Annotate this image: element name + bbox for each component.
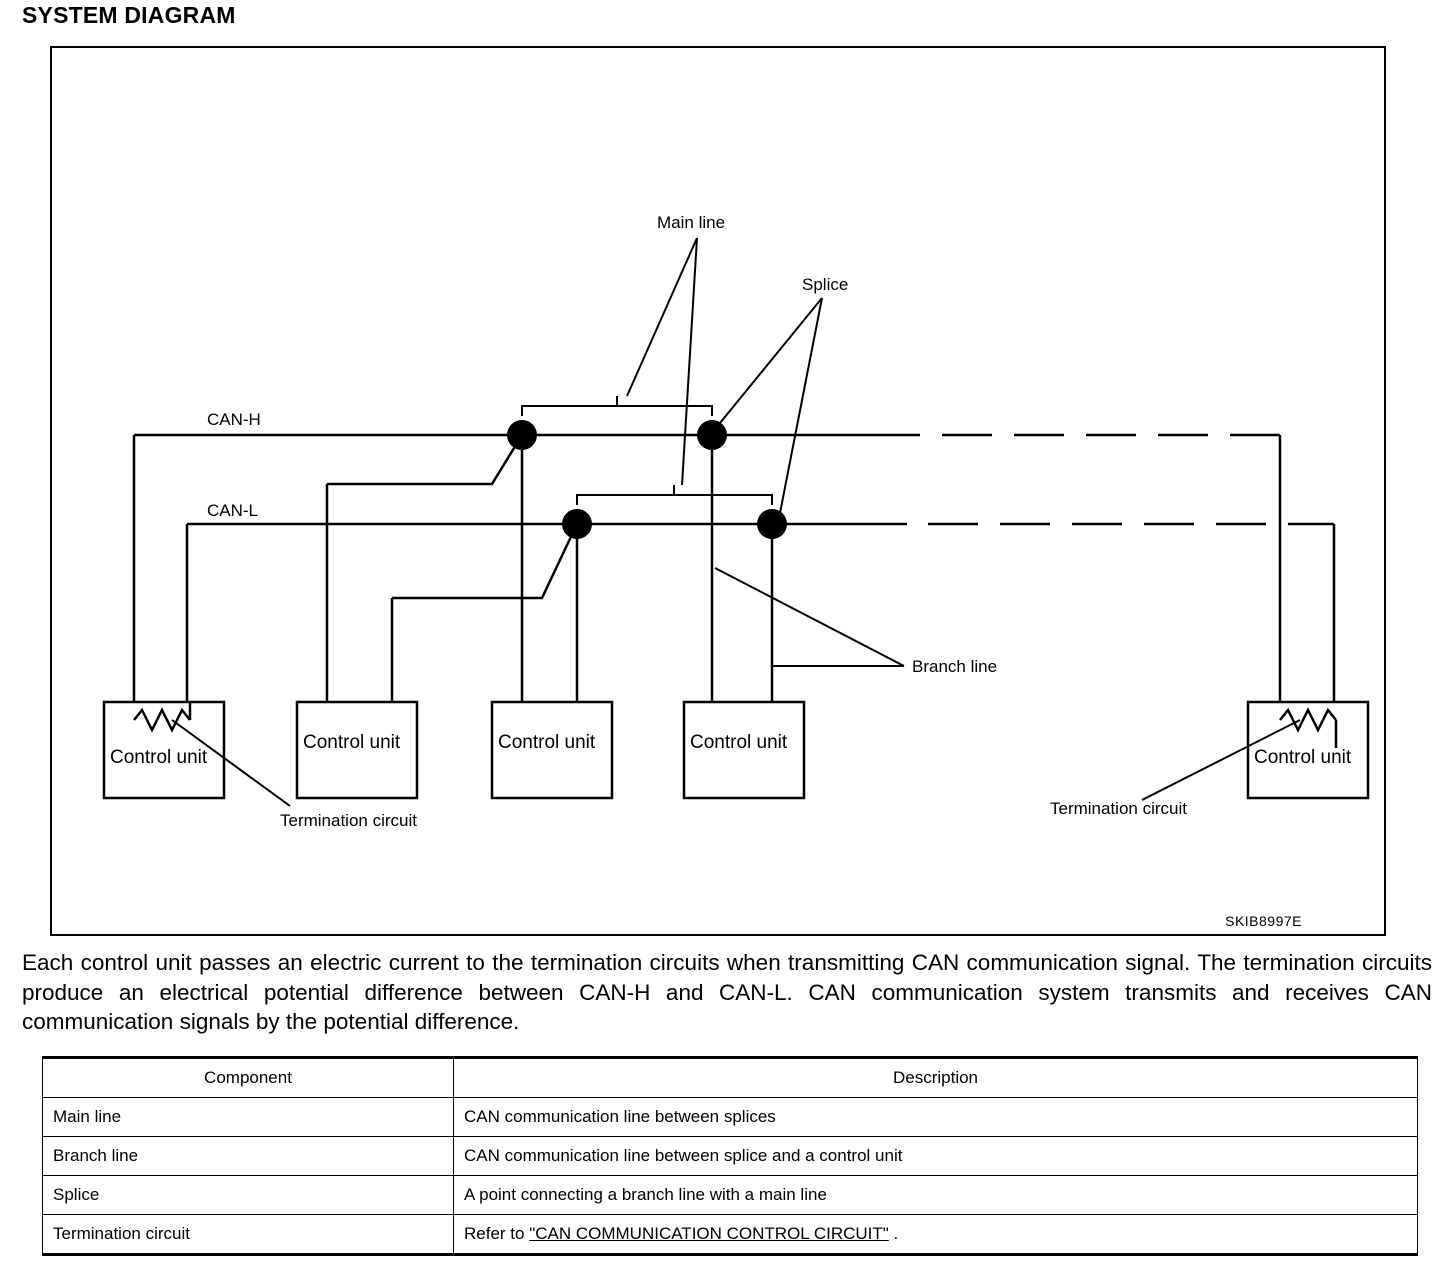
table-row: [43, 1098, 1418, 1137]
control-unit-label-2: Control unit: [303, 732, 401, 753]
table-header-row: [43, 1058, 1418, 1098]
description-prefix: Refer to: [464, 1224, 530, 1243]
control-unit-label-5: Control unit: [1254, 747, 1352, 768]
main-line-leader: [627, 238, 697, 485]
label-main-line: Main line: [657, 213, 726, 232]
control-unit-label-3: Control unit: [498, 732, 596, 753]
page-title: SYSTEM DIAGRAM: [22, 2, 236, 28]
table-header-description: Description: [454, 1058, 1418, 1098]
label-termination-left: Termination circuit: [280, 811, 417, 830]
table-row: [43, 1176, 1418, 1215]
control-unit-5: [1248, 702, 1368, 798]
main-line-bracket-top: [522, 396, 712, 416]
control-unit-label-1: Control unit: [110, 747, 208, 768]
can-control-circuit-link[interactable]: "CAN COMMUNICATION CONTROL CIRCUIT": [529, 1224, 889, 1243]
table-header-component: Component: [43, 1058, 454, 1098]
branch-line-leader: [715, 568, 904, 666]
main-line-bracket-bottom: [577, 485, 772, 505]
system-diagram-frame: [50, 46, 1386, 936]
label-termination-right: Termination circuit: [1050, 799, 1187, 818]
table-row: [43, 1137, 1418, 1176]
splice-leader: [720, 298, 822, 513]
control-unit-3: [492, 702, 612, 798]
control-unit-4: [684, 702, 804, 798]
control-unit-2: [297, 702, 417, 798]
cell-description: [454, 1215, 1418, 1255]
cell-component: Termination circuit: [43, 1215, 454, 1255]
splice-dots: [507, 420, 787, 539]
figure-code: SKIB8997E: [1225, 913, 1302, 929]
can-h-bus: [134, 435, 1280, 702]
system-diagram-svg: [52, 48, 1384, 934]
branch-lines: [327, 435, 772, 702]
component-description-table: [42, 1056, 1418, 1256]
cell-component: Splice: [43, 1176, 454, 1215]
label-branch-line: Branch line: [912, 657, 998, 676]
cell-description: A point connecting a branch line with a main line: [454, 1176, 1418, 1215]
control-unit-label-4: Control unit: [690, 732, 788, 753]
label-splice: Splice: [802, 275, 849, 294]
label-can-h: CAN-H: [207, 410, 261, 429]
label-can-l: CAN-L: [207, 501, 259, 520]
cell-component: Branch line: [43, 1137, 454, 1176]
table-row: [43, 1215, 1418, 1255]
control-unit-1: [104, 702, 224, 798]
cell-description: CAN communication line between splices: [454, 1098, 1418, 1137]
cell-component: Main line: [43, 1098, 454, 1137]
description-paragraph: Each control unit passes an electric current to the termination circuits when transmitting CAN communication signal. The termination circuits produce an electrical potential difference between CAN-H and CAN-L. CAN communication system transmits and receives CAN communication signals by the potential difference.: [22, 950, 1432, 1035]
cell-description: CAN communication line between splice and a control unit: [454, 1137, 1418, 1176]
description-suffix: .: [888, 1224, 899, 1243]
